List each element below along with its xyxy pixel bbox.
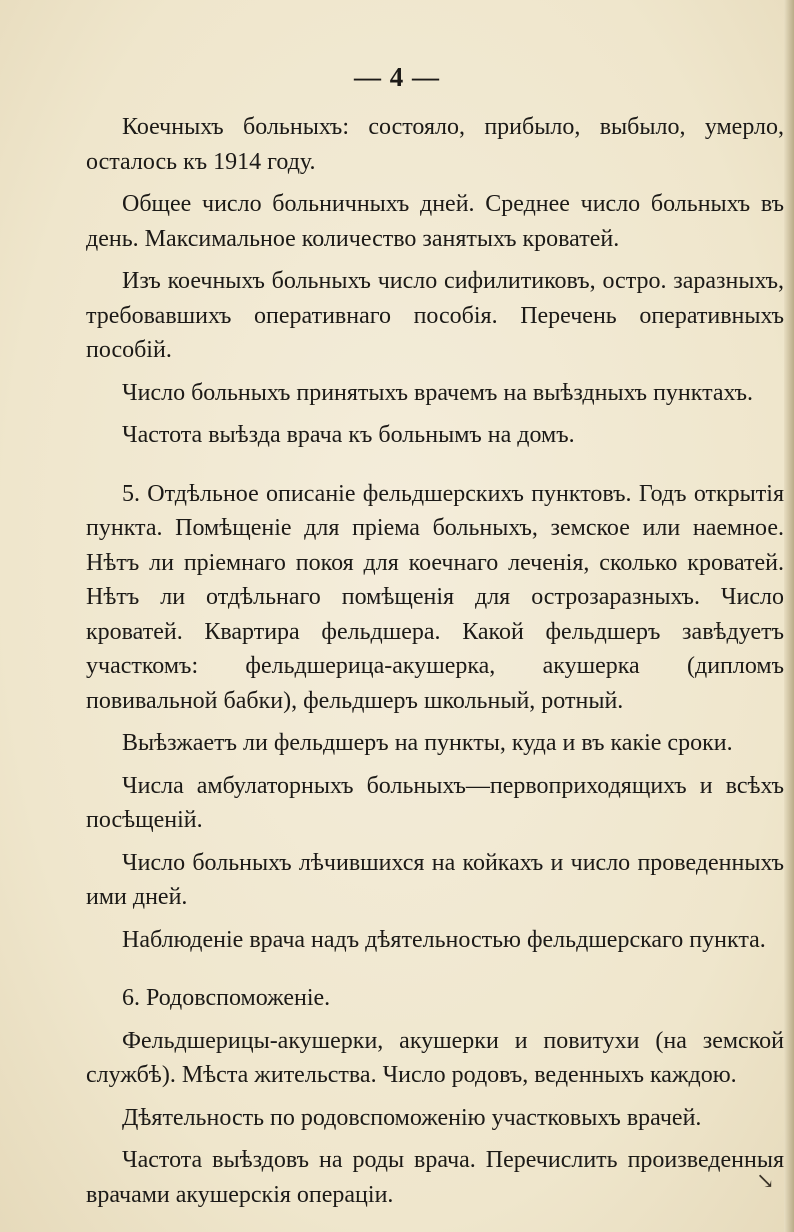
- section-5-heading-paragraph: 5. Отдѣльное описаніе фельдшерскихъ пунктовъ. Годъ открытія пункта. Помѣщеніе для пріема больныхъ, земское или наемное. Нѣтъ ли пріемнаго покоя для коечнаго леченія, сколько кроватей. Нѣтъ ли отдѣльнаго помѣщенія для острозаразныхъ. Число кроватей. Квартира фельдшера. Какой фельдшеръ завѣдуетъ участкомъ: фельдшерица-акушерка, акушерка (дипломъ повивальной бабки), фельдшеръ школьный, ротный.: [86, 480, 784, 714]
- paragraph: Наблюденіе врача надъ дѣятельностью фельдшерскаго пункта.: [122, 926, 766, 953]
- page-edge: [784, 0, 794, 1232]
- paragraph: Число больныхъ принятыхъ врачемъ на выѣздныхъ пунктахъ.: [122, 379, 754, 406]
- paragraph: Число больныхъ лѣчившихся на койкахъ и число проведенныхъ ими дней.: [86, 849, 784, 910]
- paragraph: Дѣятельность по родовспоможенію участковыхъ врачей.: [122, 1104, 702, 1131]
- section-6-heading: 6. Родовспоможеніе.: [122, 985, 331, 1011]
- paragraph: Частота выѣздовъ на роды врача. Перечислить произведенныя врачами акушерскія операціи.: [86, 1147, 784, 1208]
- body-text: [86, 110, 784, 1220]
- print-mark: ↘: [756, 1168, 775, 1193]
- paragraph: Фельдшерицы-акушерки, акушерки и повитухи (на земской службѣ). Мѣста жительства. Число родовъ, веденныхъ каждою.: [86, 1027, 784, 1088]
- paragraph: Коечныхъ больныхъ: состояло, прибыло, выбыло, умерло, осталось къ 1914 году.: [86, 114, 784, 175]
- paragraph: Изъ коечныхъ больныхъ число сифилитиковъ, остро. заразныхъ, требовавшихъ оперативнаго пособія. Перечень оперативныхъ пособій.: [86, 268, 784, 363]
- paragraph: Выѣзжаетъ ли фельдшеръ на пункты, куда и въ какіе сроки.: [122, 730, 733, 756]
- paragraph: Общее число больничныхъ дней. Среднее число больныхъ въ день. Максимальное количество занятыхъ кроватей.: [86, 191, 784, 252]
- paragraph: Частота выѣзда врача къ больнымъ на домъ.: [122, 422, 575, 448]
- page-number: — 4 —: [354, 62, 440, 92]
- paragraph: Числа амбулаторныхъ больныхъ—первоприходящихъ и всѣхъ посѣщеній.: [86, 772, 784, 833]
